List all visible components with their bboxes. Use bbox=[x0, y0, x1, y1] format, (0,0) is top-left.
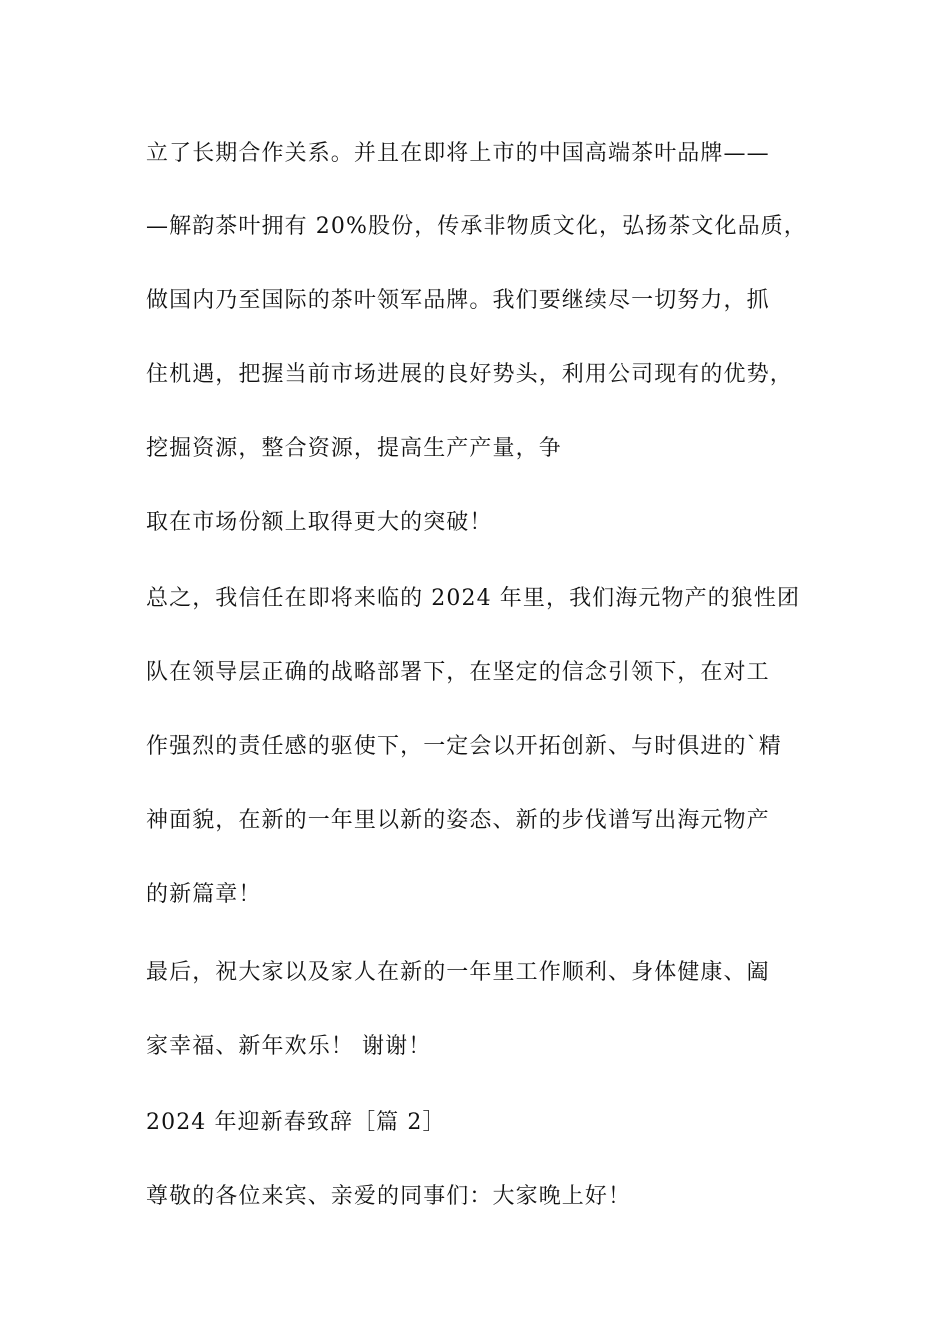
paragraph-line: 总之，我信任在即将来临的 2024 年里，我们海元物产的狼性团 bbox=[146, 586, 801, 611]
paragraph-line: 最后，祝大家以及家人在新的一年里工作顺利、身体健康、阖 bbox=[146, 960, 770, 985]
paragraph-line: 神面貌，在新的一年里以新的姿态、新的步伐谱写出海元物产 bbox=[146, 808, 770, 833]
paragraph-line: 作强烈的责任感的驱使下，一定会以开拓创新、与时俱进的`精 bbox=[146, 734, 782, 759]
paragraph-line: 取在市场份额上取得更大的突破！ bbox=[146, 510, 493, 535]
paragraph-line: 立了长期合作关系。并且在即将上市的中国高端茶叶品牌—— bbox=[146, 141, 770, 166]
section-heading: 2024 年迎新春致辞［篇 2］ bbox=[146, 1110, 446, 1135]
paragraph-line: 尊敬的各位来宾、亲爱的同事们：大家晚上好！ bbox=[146, 1184, 632, 1209]
paragraph-line: —解韵茶叶拥有 20%股份，传承非物质文化，弘扬茶文化品质， bbox=[146, 214, 807, 239]
paragraph-line: 家幸福、新年欢乐！ 谢谢！ bbox=[146, 1034, 432, 1059]
paragraph-line: 挖掘资源，整合资源，提高生产产量，争 bbox=[146, 436, 562, 461]
paragraph-line: 住机遇，把握当前市场进展的良好势头，利用公司现有的优势， bbox=[146, 362, 793, 387]
paragraph-line: 做国内乃至国际的茶叶领军品牌。我们要继续尽一切努力，抓 bbox=[146, 288, 770, 313]
paragraph-line: 的新篇章！ bbox=[146, 882, 262, 907]
paragraph-line: 队在领导层正确的战略部署下，在坚定的信念引领下，在对工 bbox=[146, 660, 770, 685]
